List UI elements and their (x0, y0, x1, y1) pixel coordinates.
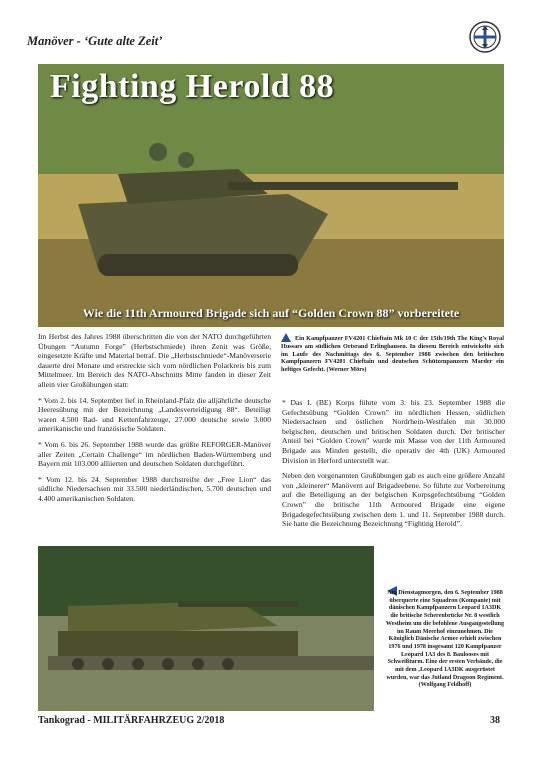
footer-publication: Tankograd - MILITÄRFAHRZEUG 2/2018 (38, 715, 225, 726)
bridge-photo-illustration (38, 546, 374, 711)
paragraph: Im Herbst des Jahres 1988 überschritten die von der NATO durchgeführten Übungen “Autumn Forge” (Herbstschmiede) ihren Zenit was Größe, eingesetzte Kräfte und Material betraf. Die „Herbstschmiede“-Manöverserie dauerte drei Monate und erstreckte sich vom nördlichen Polarkreis bis zum Mittelmeer. Im Bereich des NATO-Abschnitts Mitte fanden in dieser Zeit allein vier Großübungen statt: (38, 332, 271, 389)
paragraph: * Vom 2. bis 14. September lief in Rheinland-Pfalz die alljährliche deutsche Heeresübung mit der Bezeichnung „Landesverteidigung 88“. Beteiligt waren 4.500 Rad- und Kettenfahrzeuge, 27.000 deutsche sowie 3.000 amerikanische und französische Soldaten. (38, 395, 271, 434)
article-subtitle: Wie die 11th Armoured Brigade sich auf “Golden Crown 88” vorbereitete (82, 306, 460, 320)
bridge-photo (38, 546, 374, 711)
triangle-up-icon (281, 333, 291, 342)
unit-badge-icon (469, 21, 501, 53)
caption-top (281, 333, 504, 374)
right-column (282, 398, 505, 535)
left-column (38, 332, 271, 510)
paragraph: * Vom 12. bis 24. September 1988 durchstreifte der „Free Lion“ das südliche Niedersachsen mit 33.500 niederländischen, 5.700 deutschen und 4.400 amerikanischen Soldaten. (38, 474, 271, 503)
paragraph: * Vom 6. bis 26. September 1988 wurde das größte REFORGER-Manöver aller Zeiten „Certain Challenge“ im nördlichen Baden-Württemberg und Bayern mit 103.000 alliierten und deutschen Soldaten durchgeführt. (38, 439, 271, 469)
page-number: 38 (490, 715, 500, 726)
caption-bottom: Am Dienstagmorgen, den 6. September 1988 überquerte eine Squadron (Kompanie) mit dänischen Kampfpanzern Leopard 1A3DK die britische Scherenbrücke Nr. 8 westlich Westheim um die befohlene Ausgangsstellung im Raum Meerhof einzunehmen. Die Königlich Dänische Armee erhielt zwischen 1976 und 1978 insgesamt 120 Kampfpanzer Leopard 1A3 des 8. Baulooses mit Schweißturm. Eine der ersten Verbände, die mit dem ‚Leopard 1A3DK ausgerüstet wurden, war das Jutland Dragoon Regiment. (Wolfgang Feldhoff) (385, 590, 505, 689)
article-title: Fighting Herold 88 (50, 68, 335, 105)
paragraph: * Das I. (BE) Korps führte vom 3. bis 23. September 1988 die Gefechtsübung “Golden Crown” im nördlichen Hessen, südlichen Niedersachsen und östlichen Nordrhein-Westfalen mit 30.000 belgischen, deutschen und britischen Soldaten durch. Der britischer Anteil bei “Golden Crown” wurde mit Masse von der 11th Armoured Brigade aus Minden gestellt, die operativ der 4th (UK) Armoured Division in Herford unterstellt war. (282, 398, 505, 465)
hero-photo (38, 64, 504, 327)
section-header: Manöver - ‘Gute alte Zeit’ (27, 34, 163, 48)
paragraph: Neben den vorgenannten Großübungen gab es auch eine größere Anzahl von „kleinerer“ Manövern auf Brigadeebene. So führte zur Vorbereitung auf die Beteiligung an der belgischen Korpsgefechtsübung “Golden Crown” die britische 11th Armoured Brigade eine eigene Brigadegefechtsübung zwischen dem 1. und 11. September 1988 durch. Sie hatte die Bezeichnung Bezeichnung “Fighting Herold”. (282, 471, 505, 529)
caption-top-text: Ein Kampfpanzer FV4201 Chieftain Mk 10 C der 15th/19th The King’s Royal Hussars am südlichen Ortsrand Erlinghausen. In diesem Bereich entwickelte sich im Laufe des Nachmittags des 6. September 1988 zwischen den britischen Kampfpanzern FV4201 Chieftain und deutschen Schützenpanzern Marder ein heftiges Gefecht. (Werner Mörs) (281, 335, 504, 374)
